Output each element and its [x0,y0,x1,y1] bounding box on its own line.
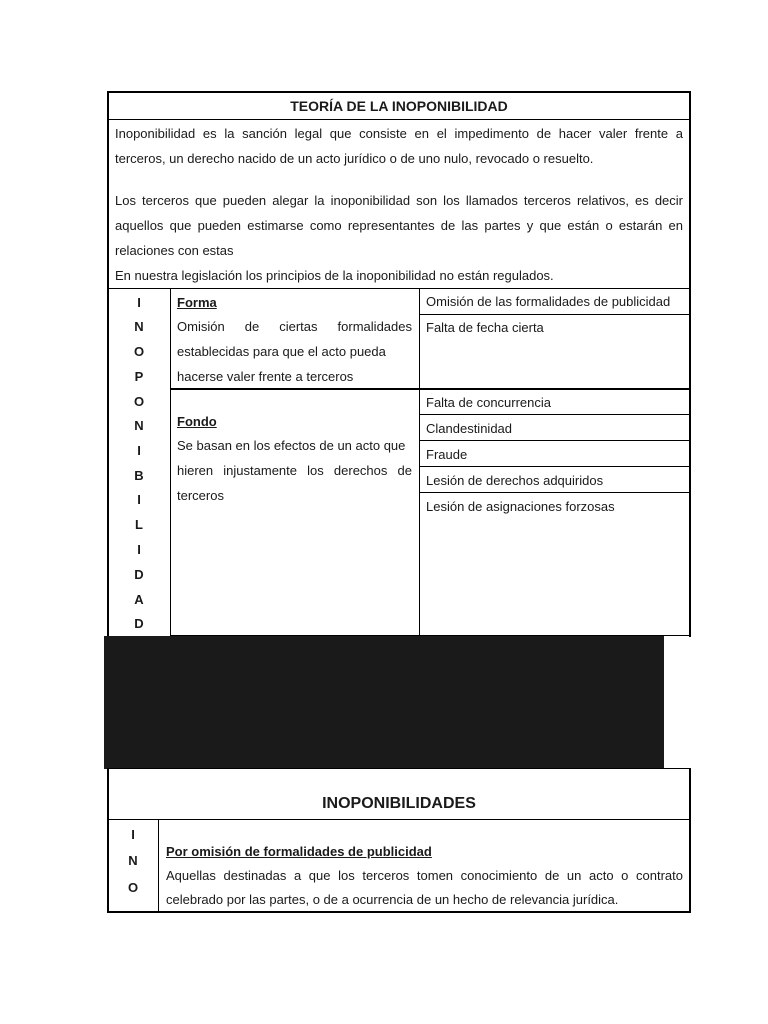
fondo-item: Lesión de derechos adquiridos [426,473,604,488]
letter: B [134,468,144,483]
publicidad-heading: Por omisión de formalidades de publicidad [166,844,432,859]
letter: A [134,592,144,607]
letter: I [137,295,141,310]
letter: P [134,369,144,384]
publicidad-line-2: celebrado por las partes, o de a ocurrencia de un hecho de relevancia jurídica. [166,892,619,907]
forma-line-2: establecidas para que el acto pueda [177,344,386,359]
terceros-line-3: relaciones con estas [115,243,234,258]
fondo-item: Falta de concurrencia [426,395,552,410]
letter: N [134,319,144,334]
forma-item: Falta de fecha cierta [426,320,544,335]
fondo-item: Fraude [426,447,468,462]
letter: N [128,853,138,868]
letter: O [133,394,145,409]
fondo-item: Lesión de asignaciones forzosas [426,499,615,514]
fondo-line-2: hieren injustamente los derechos de [177,463,412,478]
letter: O [133,344,145,359]
fondo-line-3: terceros [177,488,224,503]
letter: I [137,443,141,458]
redacted-block [104,636,664,769]
terceros-line-2: aquellos que pueden estimarse como representantes de las partes y que están o estarán en [115,218,683,233]
letter: O [127,880,139,895]
intro-line-2: terceros, un derecho nacido de un acto jurídico o de uno nulo, revocado o resuelto. [115,151,594,166]
letter: L [135,517,143,532]
letter: I [137,492,141,507]
forma-item: Omisión de las formalidades de publicidad [426,294,671,309]
legislacion-text: En nuestra legislación los principios de la inoponibilidad no están regulados. [115,268,554,283]
letter: D [134,567,144,582]
letter: I [131,827,135,842]
forma-line-3: hacerse valer frente a terceros [177,369,354,384]
forma-heading: Forma [177,295,217,310]
page-title: TEORÍA DE LA INOPONIBILIDAD [290,98,508,114]
letter: N [134,418,144,433]
section-title: INOPONIBILIDADES [322,795,476,812]
fondo-line-1: Se basan en los efectos de un acto que [177,438,406,453]
intro-line-1: Inoponibilidad es la sanción legal que consiste en el impedimento de hacer valer frente a [115,126,683,141]
letter: I [137,542,141,557]
fondo-heading: Fondo [177,414,217,429]
forma-line-1: Omisión de ciertas formalidades [177,319,412,334]
fondo-item: Clandestinidad [426,421,513,436]
letter: D [134,616,144,631]
terceros-line-1: Los terceros que pueden alegar la inoponibilidad son los llamados terceros relativos, es decir [115,193,683,208]
publicidad-line-1: Aquellas destinadas a que los terceros tomen conocimiento de un acto o contrato [166,868,683,883]
